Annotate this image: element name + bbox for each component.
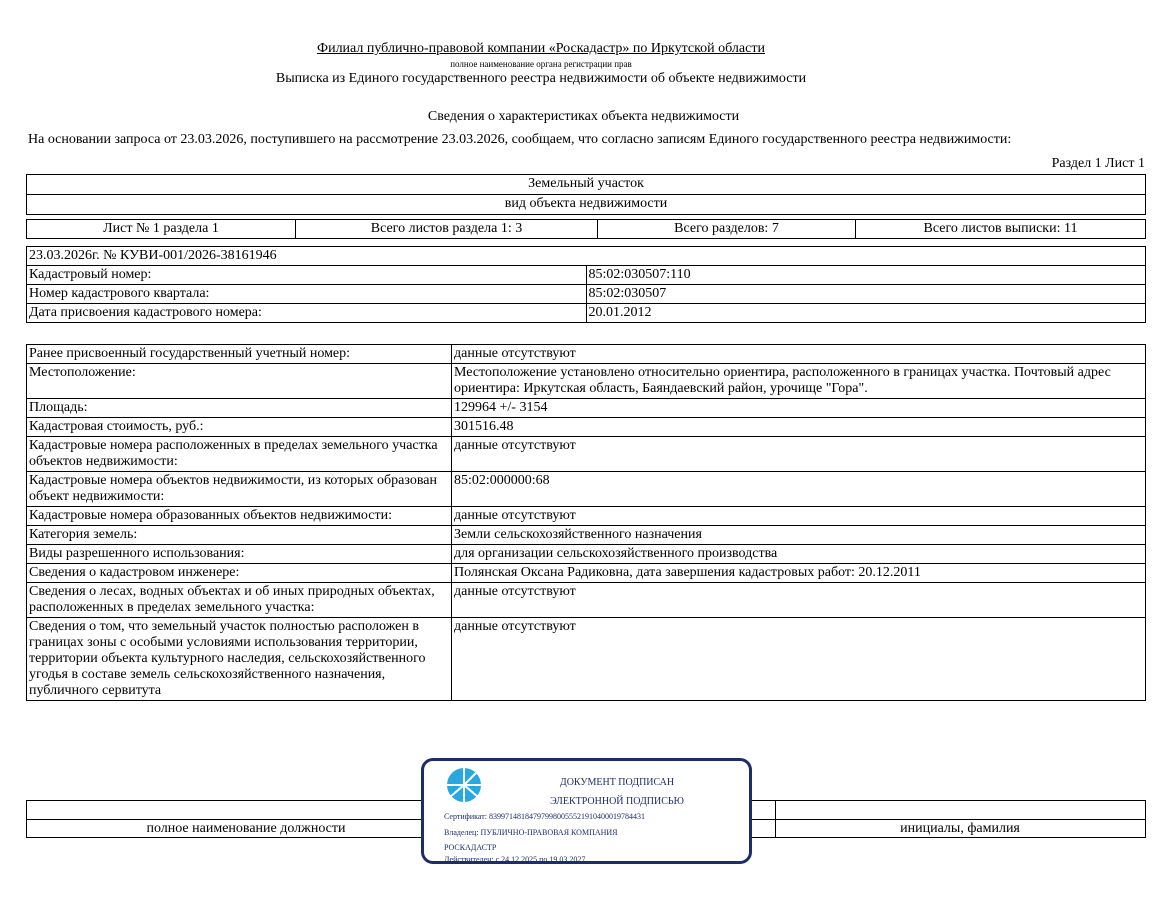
sheet-reference: Раздел 1 Лист 1 (1051, 156, 1145, 171)
object-type: Земельный участок (27, 175, 1146, 195)
sheet-number: Лист № 1 раздела 1 (27, 220, 296, 239)
sheets-table (26, 219, 1146, 239)
row-value: Земли сельскохозяйственного назначения (452, 526, 1146, 545)
table-row (27, 526, 1146, 545)
table-row (27, 437, 1146, 472)
row-label: Категория земель: (27, 526, 452, 545)
row-label: Номер кадастрового квартала: (27, 285, 587, 304)
stamp-certificate: Сертификат: 839971481847979980055521910400019784431 (444, 812, 645, 821)
table-row (27, 304, 1146, 323)
identifiers-table (26, 246, 1146, 323)
table-row (27, 507, 1146, 526)
table-row (27, 399, 1146, 418)
table-row (27, 266, 1146, 285)
table-row (27, 583, 1146, 618)
row-value: 301516.48 (452, 418, 1146, 437)
row-label: Кадастровый номер: (27, 266, 587, 285)
table-row (27, 345, 1146, 364)
row-label: Виды разрешенного использования: (27, 545, 452, 564)
table-row (27, 618, 1146, 701)
table-row (27, 472, 1146, 507)
stamp-validity: Действителен: с 24.12.2025 по 19.03.2027 (444, 855, 586, 864)
request-basis: На основании запроса от 23.03.2026, поступившего на рассмотрение 23.03.2026, сообщаем, что согласно записям Единого государственного реестра недвижимости: (28, 132, 1012, 147)
stamp-owner-name: РОСКАДАСТР (444, 843, 497, 852)
row-value: данные отсутствуют (452, 507, 1146, 526)
row-value: 85:02:030507:110 (586, 266, 1146, 285)
row-value: 129964 +/- 3154 (452, 399, 1146, 418)
table-row (27, 418, 1146, 437)
row-label: Кадастровые номера объектов недвижимости, из которых образован объект недвижимости: (27, 472, 452, 507)
document-title: Выписка из Единого государственного реестра недвижимости об объекте недвижимости (275, 71, 807, 86)
table-row (27, 364, 1146, 399)
row-label: Площадь: (27, 399, 452, 418)
table-row (27, 564, 1146, 583)
row-label: Сведения о том, что земельный участок полностью расположен в границах зоны с особыми условиями использования территории, территории объекта культурного наследия, сельскохозяйственного угодья в составе земель сельскохозяйственного назначения, публичного сервитута (27, 618, 452, 701)
row-value: данные отсутствуют (452, 345, 1146, 364)
object-type-table (26, 174, 1146, 215)
row-value: данные отсутствуют (452, 618, 1146, 701)
row-label: Дата присвоения кадастрового номера: (27, 304, 587, 323)
row-value: данные отсутствуют (452, 437, 1146, 472)
row-value: 85:02:030507 (586, 285, 1146, 304)
stamp-owner: Владелец: ПУБЛИЧНО-ПРАВОВАЯ КОМПАНИЯ (444, 828, 618, 837)
row-value: 20.01.2012 (586, 304, 1146, 323)
row-label: Кадастровые номера расположенных в пределах земельного участка объектов недвижимости: (27, 437, 452, 472)
name-caption: инициалы, фамилия (900, 821, 1020, 836)
row-label: Сведения о кадастровом инженере: (27, 564, 452, 583)
stamp-subtitle: ЭЛЕКТРОННОЙ ПОДПИСЬЮ (550, 796, 684, 807)
sections-count: Всего разделов: 7 (598, 220, 856, 239)
row-label: Кадастровые номера образованных объектов недвижимости: (27, 507, 452, 526)
total-sheets-count: Всего листов выписки: 11 (856, 220, 1146, 239)
organization-name: Филиал публично-правовой компании «Роскадастр» по Иркутской области (317, 41, 765, 56)
roskadastr-logo-icon (446, 767, 482, 803)
row-label: Кадастровая стоимость, руб.: (27, 418, 452, 437)
position-caption: полное наименование должности (146, 821, 346, 836)
row-value: Местоположение установлено относительно ориентира, расположенного в границах участка. Почтовый адрес ориентира: Иркутская область, Баяндаевский район, урочище "Гора". (452, 364, 1146, 399)
characteristics-table (26, 344, 1146, 701)
object-type-caption: вид объекта недвижимости (27, 195, 1146, 215)
section-title: Сведения о характеристиках объекта недвижимости (427, 109, 740, 124)
row-value: данные отсутствуют (452, 583, 1146, 618)
section-sheets-count: Всего листов раздела 1: 3 (296, 220, 598, 239)
row-value: Полянская Оксана Радиковна, дата завершения кадастровых работ: 20.12.2011 (452, 564, 1146, 583)
row-label: Местоположение: (27, 364, 452, 399)
row-label: Ранее присвоенный государственный учетный номер: (27, 345, 452, 364)
table-row (27, 545, 1146, 564)
row-value: для организации сельскохозяйственного производства (452, 545, 1146, 564)
document-number: 23.03.2026г. № КУВИ-001/2026-38161946 (27, 247, 1146, 266)
signature-divider (1145, 800, 1146, 838)
row-value: 85:02:000000:68 (452, 472, 1146, 507)
stamp-title: ДОКУМЕНТ ПОДПИСАН (559, 777, 675, 788)
row-label: Сведения о лесах, водных объектах и об иных природных объектах, расположенных в пределах земельного участка: (27, 583, 452, 618)
electronic-signature-stamp (421, 758, 752, 864)
table-row (27, 285, 1146, 304)
organization-caption: полное наименование органа регистрации прав (450, 59, 632, 69)
